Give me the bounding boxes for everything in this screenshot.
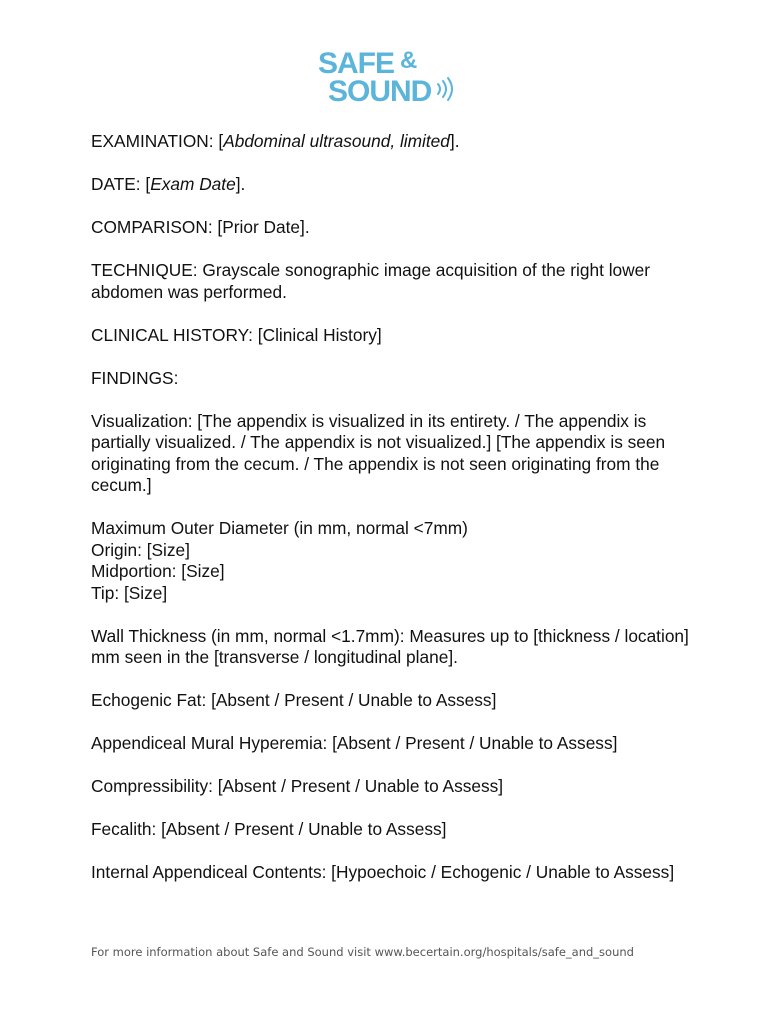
wall-thickness-line: Wall Thickness (in mm, normal <1.7mm): Measures up to [thickness / location] mm seen in the [transverse / longitudinal plane]. [91,625,689,667]
comparison-line: COMPARISON: [Prior Date]. [91,217,310,237]
hyperemia-line: Appendiceal Mural Hyperemia: [Absent / Present / Unable to Assess] [91,733,618,753]
diameter-midportion: Midportion: [Size] [91,561,225,581]
visualization-line: Visualization: [The appendix is visualized in its entirety. / The appendix is partially visualized. / The appendix is not visualized.] [The appendix is seen originating from the cecum. / The appendix is not seen originating from the cecum.] [91,410,666,495]
examination-line: EXAMINATION: [Abdominal ultrasound, limited]. [91,131,460,151]
diameter-heading: Maximum Outer Diameter (in mm, normal <7mm) [91,518,468,538]
date-line: DATE: [Exam Date]. [91,174,246,194]
findings-heading: FINDINGS: [91,367,179,388]
compressibility-line: Compressibility: [Absent / Present / Unable to Assess] [91,776,504,796]
logo-ampersand: & [400,47,418,74]
logo-sound-text: SOUND [328,75,432,104]
examination-value: Abdominal ultrasound, limited [223,131,450,151]
fecalith-line: Fecalith: [Absent / Present / Unable to Assess] [91,819,447,839]
contents-line: Internal Appendiceal Contents: [Hypoechoic / Echogenic / Unable to Assess] [91,862,675,882]
diameter-origin: Origin: [Size] [91,539,190,560]
echogenic-fat-line: Echogenic Fat: [Absent / Present / Unable to Assess] [91,690,497,710]
technique-line: TECHNIQUE: Grayscale sonographic image acquisition of the right lower abdomen was performed. [91,260,650,302]
sound-waves-icon [438,78,452,100]
footer-note: For more information about Safe and Sound visit www.becertain.org/hospitals/safe_and_sound [91,945,634,959]
diameter-tip: Tip: [Size] [91,582,168,603]
safe-and-sound-logo [318,44,454,104]
clinical-history-line: CLINICAL HISTORY: [Clinical History] [91,324,382,345]
report-body [91,131,701,905]
logo-safe-text: SAFE [318,47,395,80]
date-value: Exam Date [150,174,236,194]
